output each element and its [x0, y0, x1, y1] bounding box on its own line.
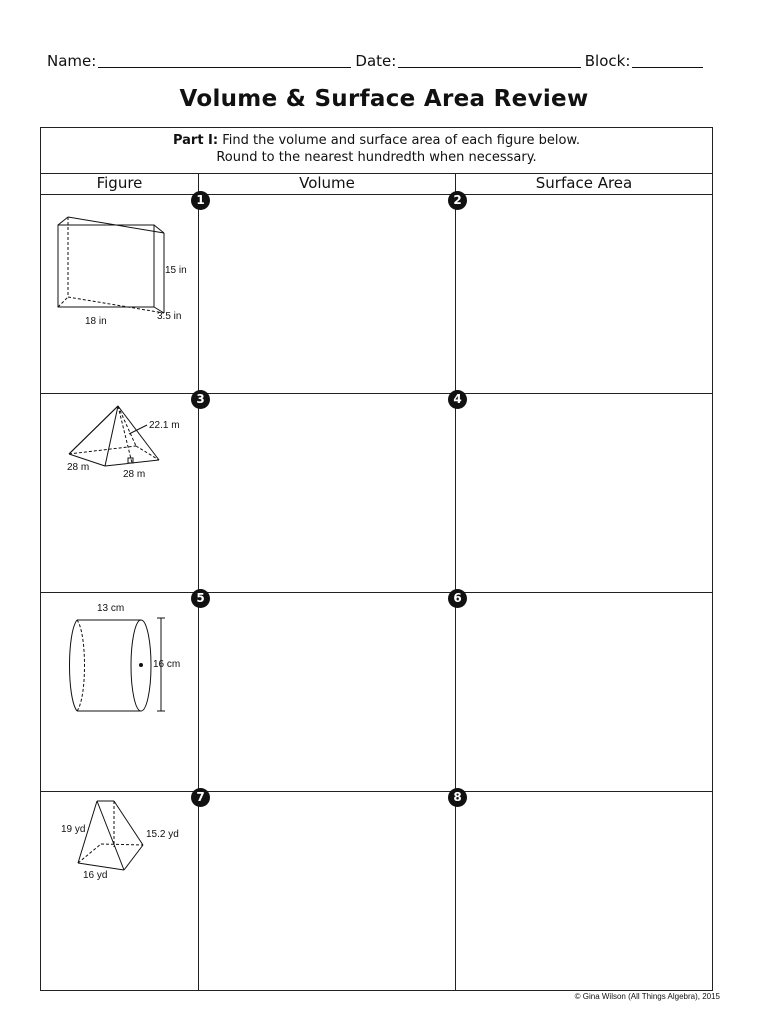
- volume-answer-cell[interactable]: [196, 193, 456, 394]
- volume-answer-cell[interactable]: [196, 392, 456, 593]
- dimension-label: 28 m: [67, 462, 90, 473]
- volume-answer-cell[interactable]: [196, 790, 456, 991]
- copyright-footer: © Gina Wilson (All Things Algebra), 2015: [574, 992, 720, 1001]
- surface-area-answer-cell[interactable]: [453, 591, 713, 792]
- figure-cell: [41, 195, 199, 394]
- problem-number-badge: 5: [191, 589, 210, 608]
- rectangular-prism-figure: [41, 195, 199, 393]
- column-header-volume: Volume: [199, 174, 456, 195]
- block-field[interactable]: [632, 53, 703, 68]
- instructions: [41, 128, 713, 174]
- cylinder-figure: [41, 593, 199, 791]
- dimension-label: 15.2 yd: [146, 829, 179, 840]
- page-title: Volume & Surface Area Review: [179, 86, 589, 112]
- figure-cell: [41, 792, 199, 991]
- problem-number-badge: 4: [448, 390, 467, 409]
- instruction-line-1: Find the volume and surface area of each figure below.: [222, 133, 581, 148]
- square-pyramid-figure: [41, 394, 199, 592]
- problem-number-badge: 8: [448, 788, 467, 807]
- figure-cell: [41, 593, 199, 792]
- table-row: [41, 195, 713, 394]
- surface-area-answer-cell[interactable]: [453, 193, 713, 394]
- problem-number-badge: 7: [191, 788, 210, 807]
- problem-number-badge: 1: [191, 191, 210, 210]
- dimension-label: 3.5 in: [157, 311, 182, 322]
- volume-answer-cell[interactable]: [196, 591, 456, 792]
- name-field[interactable]: [98, 53, 351, 68]
- triangular-prism-figure: [41, 792, 199, 990]
- problem-number-badge: 3: [191, 390, 210, 409]
- table-row: [41, 593, 713, 792]
- column-header-surface-area: Surface Area: [456, 174, 713, 195]
- dimension-label: 28 m: [123, 469, 146, 480]
- column-header-figure: Figure: [41, 174, 199, 195]
- block-label: Block:: [584, 52, 631, 70]
- dimension-label: 19 yd: [61, 824, 86, 835]
- dimension-label: 16 cm: [153, 659, 181, 670]
- name-label: Name:: [47, 52, 97, 70]
- problem-number-badge: 2: [448, 191, 467, 210]
- dimension-label: 16 yd: [83, 870, 108, 881]
- table-row: [41, 394, 713, 593]
- header: [47, 50, 707, 70]
- table-row: [41, 792, 713, 991]
- surface-area-answer-cell[interactable]: [453, 392, 713, 593]
- dimension-label: 22.1 m: [149, 420, 180, 431]
- dimension-label: 18 in: [85, 316, 107, 327]
- problem-number-badge: 6: [448, 589, 467, 608]
- figure-cell: [41, 394, 199, 593]
- date-label: Date:: [355, 52, 397, 70]
- surface-area-answer-cell[interactable]: [453, 790, 713, 991]
- worksheet-table: [40, 127, 713, 991]
- dimension-label: 15 in: [165, 265, 187, 276]
- part-label: Part I:: [172, 133, 219, 148]
- dimension-label: 13 cm: [97, 603, 125, 614]
- instruction-line-2: Round to the nearest hundredth when necessary.: [216, 150, 537, 165]
- date-field[interactable]: [398, 53, 580, 68]
